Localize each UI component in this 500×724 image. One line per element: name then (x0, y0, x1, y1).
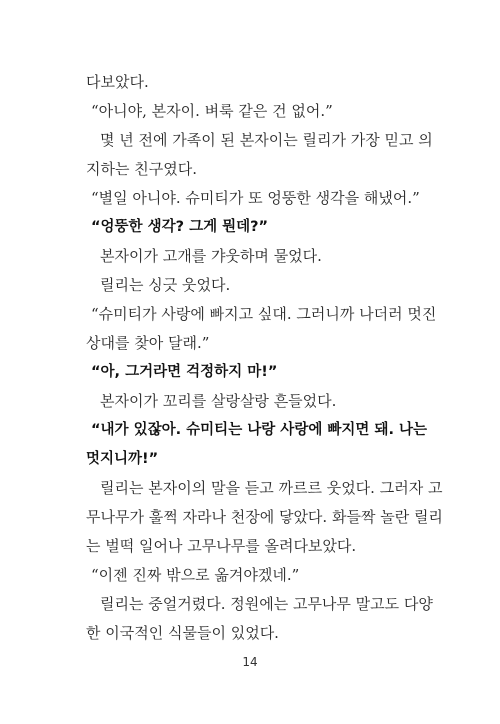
dialogue-line-bold: “아, 그거라면 걱정하지 마!” (91, 364, 278, 380)
dialogue-line-bold: “내가 있잖아. 슈미티는 나랑 사랑에 빠지면 돼. 나는 (91, 422, 428, 438)
text-line: 지하는 친구였다. (86, 160, 197, 178)
text-line: 릴리는 싱긋 웃었다. (100, 276, 231, 294)
text-line: 릴리는 본자이의 말을 듣고 까르르 웃었다. 그러자 고 (100, 479, 443, 497)
text-line: 릴리는 중얼거렸다. 정원에는 고무나무 말고도 다양 (100, 595, 433, 613)
dialogue-line: “아니야, 본자이. 벼룩 같은 건 없어.” (91, 102, 333, 120)
text-line: 는 벌떡 일어나 고무나무를 올려다보았다. (86, 537, 357, 555)
dialogue-line: “별일 아니야. 슈미티가 또 엉뚱한 생각을 해냈어.” (91, 189, 420, 207)
text-line: 본자이가 꼬리를 살랑살랑 흔들었다. (100, 392, 337, 410)
text-line: 상대를 찾아 달래.” (86, 334, 210, 352)
text-line: 무나무가 훌쩍 자라나 천장에 닿았다. 화들짝 놀란 릴리 (86, 508, 443, 526)
text-line: 본자이가 고개를 갸웃하며 물었다. (100, 247, 322, 265)
dialogue-line: “슈미티가 사랑에 빠지고 싶대. 그러니까 나더러 멋진 (91, 305, 437, 323)
text-line: 한 이국적인 식물들이 있었다. (86, 624, 279, 642)
dialogue-line: “이젠 진짜 밖으로 옮겨야겠네.” (91, 566, 300, 584)
page-number: 14 (242, 655, 258, 669)
text-line: 몇 년 전에 가족이 된 본자이는 릴리가 가장 믿고 의 (100, 131, 433, 149)
text-line: 다보았다. (86, 73, 149, 91)
dialogue-line-bold: 멋지니까!” (86, 451, 159, 467)
dialogue-line-bold: “엉뚱한 생각? 그게 뭔데?” (91, 219, 269, 235)
